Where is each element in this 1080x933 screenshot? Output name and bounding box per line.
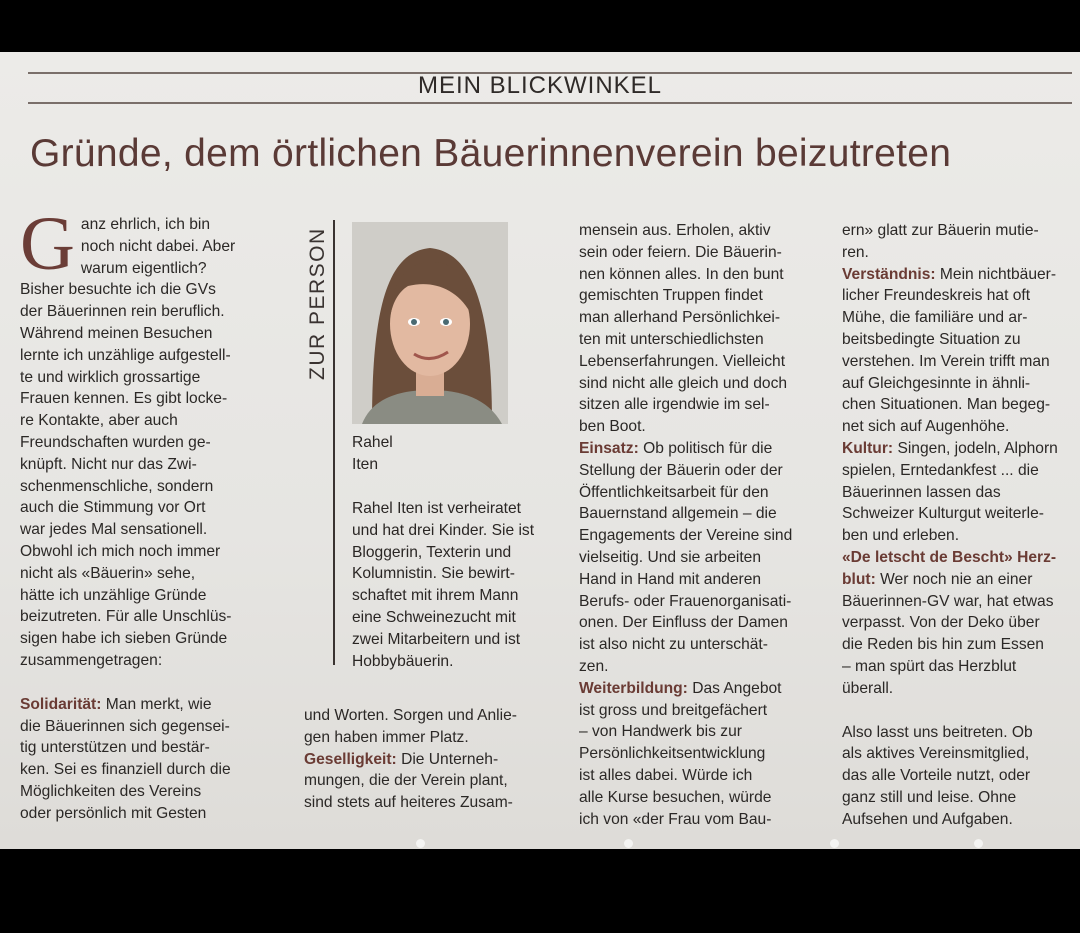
drop-cap: G — [20, 202, 75, 286]
text-run: Mein nichtbäuer- — [935, 265, 1057, 283]
solidaritaet-label: Solidarität: — [20, 695, 102, 713]
text-run: Singen, jodeln, Alphorn — [893, 439, 1058, 457]
weiterbildung-paragraph — [579, 678, 819, 700]
text-line: sitzen alle irgendwie im sel- — [579, 396, 770, 414]
text-line: knüpft. Nicht nur das Zwi- — [20, 455, 197, 473]
text-line: mensein aus. Erholen, aktiv — [579, 222, 771, 239]
text-run: Wer noch nie an einer — [875, 570, 1033, 588]
text-line: Bisher besuchte ich die GVs — [20, 281, 216, 299]
text-line: ren. — [842, 243, 869, 261]
author-first-name: Rahel — [352, 434, 393, 451]
intro-line: warum eigentlich? — [80, 259, 207, 277]
weiterbildung-label: Weiterbildung: — [579, 679, 688, 697]
text-line: Also lasst uns beitreten. Ob — [842, 723, 1033, 741]
text-line: spielen, Erntedankfest ... die — [842, 461, 1039, 479]
text-line: gemischten Truppen findet — [579, 287, 763, 305]
text-line: der Bäuerinnen rein beruflich. — [20, 303, 225, 321]
text-line: Während meinen Besuchen — [20, 324, 213, 342]
text-run: Die Unterneh- — [396, 750, 499, 768]
intro-line: anz ehrlich, ich bin — [80, 216, 211, 233]
zur-person-text: ZUR PERSON — [306, 227, 329, 380]
column-2-bottom — [304, 705, 564, 814]
text-line: sigen habe ich sieben Gründe — [20, 630, 228, 648]
text-line: zusammengetragen: — [20, 651, 163, 669]
text-line: mungen, die der Verein plant, — [304, 772, 508, 790]
text-line: onen. Der Einfluss der Damen — [579, 614, 788, 632]
bio-line: schaftet mit ihrem Mann — [352, 587, 519, 605]
text-line: beitsbedingte Situation zu — [842, 330, 1021, 348]
bio-line: zwei Mitarbeitern und ist — [352, 630, 521, 648]
staple-mark — [624, 839, 633, 848]
text-line: die Bäuerinnen sich gegensei- — [20, 717, 230, 735]
staple-mark — [974, 839, 983, 848]
text-line: chen Situationen. Man begeg- — [842, 396, 1051, 414]
text-line: ben Boot. — [579, 418, 646, 436]
text-line: ten mit unterschiedlichsten — [579, 330, 764, 348]
bio-line: Hobbybäuerin. — [352, 652, 454, 670]
text-line: man allerhand Persönlichkei- — [579, 309, 781, 327]
text-line: Hand in Hand mit anderen — [579, 570, 762, 588]
portrait-illustration — [352, 222, 508, 424]
kultur-label: Kultur: — [842, 439, 894, 457]
text-line: sein oder feiern. Die Bäuerin- — [579, 243, 782, 261]
bio-line: Rahel Iten ist verheiratet — [352, 500, 522, 517]
newspaper-page — [0, 52, 1080, 849]
text-line: Möglichkeiten des Vereins — [20, 782, 202, 800]
geselligkeit-paragraph — [304, 749, 564, 771]
text-line: – man spürt das Herzblut — [842, 657, 1017, 675]
text-line: net sich auf Augenhöhe. — [842, 418, 1010, 436]
text-line: Berufs- oder Frauenorganisati- — [579, 592, 792, 610]
text-line: auch die Stimmung vor Ort — [20, 499, 206, 517]
text-line: ken. Sei es finanziell durch die — [20, 761, 231, 779]
text-line: ist also nicht zu unterschät- — [579, 636, 768, 654]
text-run: Man merkt, wie — [101, 695, 212, 713]
zur-person-label — [306, 220, 334, 382]
person-box-rule — [333, 220, 335, 665]
text-line: war jedes Mal sensationell. — [20, 521, 208, 539]
kicker-rule — [28, 102, 1072, 104]
text-line: schenmenschliche, sondern — [20, 477, 214, 495]
text-line: gen haben immer Platz. — [304, 728, 469, 746]
geselligkeit-label: Geselligkeit: — [304, 750, 397, 768]
einsatz-label: Einsatz: — [579, 439, 639, 457]
text-line: Mühe, die familiäre und ar- — [842, 309, 1028, 327]
author-name — [352, 432, 393, 476]
text-line: sind nicht alle gleich und doch — [579, 374, 788, 392]
text-line: ganz still und leise. Ohne — [842, 788, 1017, 806]
text-line: das alle Vorteile nutzt, oder — [842, 767, 1031, 785]
text-line: ern» glatt zur Bäuerin mutie- — [842, 222, 1039, 239]
solidaritaet-paragraph — [20, 694, 280, 716]
section-kicker: MEIN BLICKWINKEL — [417, 72, 663, 99]
verstaendnis-paragraph — [842, 264, 1074, 286]
column-1 — [20, 202, 280, 825]
text-line: Aufsehen und Aufgaben. — [842, 810, 1013, 828]
text-run: Das Angebot — [687, 679, 782, 697]
text-line: Bäuerinnen lassen das — [842, 483, 1001, 501]
text-line: Freundschaften wurden ge- — [20, 433, 211, 451]
text-line: Obwohl ich mich noch immer — [20, 542, 221, 560]
einsatz-paragraph — [579, 438, 819, 460]
bio-line: Kolumnistin. Sie bewirt- — [352, 565, 515, 583]
author-last-name: Iten — [352, 455, 379, 473]
text-line: Engagements der Vereine sind — [579, 527, 793, 545]
text-line: nen können alles. In den bunt — [579, 265, 784, 283]
text-line: alle Kurse besuchen, würde — [579, 788, 772, 806]
text-line: Stellung der Bäuerin oder der — [579, 461, 783, 479]
text-line: ist alles dabei. Würde ich — [579, 766, 753, 784]
text-line: ben und erleben. — [842, 527, 960, 545]
text-line: Bäuerinnen-GV war, hat etwas — [842, 592, 1054, 610]
text-line: tig unterstützen und bestär- — [20, 739, 210, 757]
text-line: verpasst. Von der Deko über — [842, 614, 1040, 632]
intro-line: noch nicht dabei. Aber — [80, 237, 236, 255]
staple-mark — [416, 839, 425, 848]
text-line: Frauen kennen. Es gibt locke- — [20, 390, 228, 408]
text-line: te und wirklich grossartige — [20, 368, 201, 386]
text-line: licher Freundeskreis hat oft — [842, 287, 1031, 305]
column-4 — [842, 220, 1074, 831]
author-portrait — [352, 222, 508, 424]
text-line: überall. — [842, 679, 894, 697]
text-line: die Reden bis hin zum Essen — [842, 636, 1044, 654]
text-line: Lebenserfahrungen. Vielleicht — [579, 352, 786, 370]
herzblut-label: blut: — [842, 570, 876, 588]
text-line: verstehen. Im Verein trifft man — [842, 352, 1050, 370]
text-line: als aktives Vereinsmitglied, — [842, 745, 1030, 763]
text-line: beizutreten. Für alle Unschlüs- — [20, 608, 232, 626]
column-3 — [579, 220, 819, 830]
text-line: hätte ich unzählige Gründe — [20, 586, 207, 604]
bio-line: und hat drei Kinder. Sie ist — [352, 521, 535, 539]
bio-line: eine Schweinezucht mit — [352, 608, 516, 626]
bio-line: Bloggerin, Texterin und — [352, 543, 512, 561]
text-line: sind stets auf heiteres Zusam- — [304, 794, 513, 812]
text-line: Schweizer Kulturgut weiterle- — [842, 505, 1044, 523]
verstaendnis-label: Verständnis: — [842, 265, 936, 283]
text-line: nicht als «Bäuerin» sehe, — [20, 564, 196, 582]
text-line: Bauernstand allgemein – die — [579, 505, 777, 523]
staple-mark — [830, 839, 839, 848]
kultur-paragraph — [842, 438, 1074, 460]
herzblut-paragraph — [842, 569, 1074, 591]
text-line: lernte ich unzählige aufgestell- — [20, 346, 231, 364]
text-line: oder persönlich mit Gesten — [20, 804, 207, 822]
text-line: Öffentlichkeitsarbeit für den — [579, 483, 769, 501]
text-line: re Kontakte, aber auch — [20, 412, 178, 430]
text-run: Ob politisch für die — [638, 439, 773, 457]
text-line: ich von «der Frau vom Bau- — [579, 810, 772, 828]
text-line: vielseitig. Und sie arbeiten — [579, 548, 762, 566]
text-line: – von Handwerk bis zur — [579, 723, 742, 741]
text-line: ist gross und breitgefächert — [579, 701, 768, 719]
herzblut-label-line: «De letscht de Bescht» Herz- — [842, 548, 1057, 566]
author-bio — [352, 498, 562, 672]
text-line: auf Gleichgesinnte in ähnli- — [842, 374, 1031, 392]
text-line: zen. — [579, 657, 609, 675]
headline: Gründe, dem örtlichen Bäuerinnenverein beizutreten — [30, 132, 952, 175]
text-line: Persönlichkeitsentwicklung — [579, 745, 766, 763]
text-line: und Worten. Sorgen und Anlie- — [304, 707, 517, 724]
